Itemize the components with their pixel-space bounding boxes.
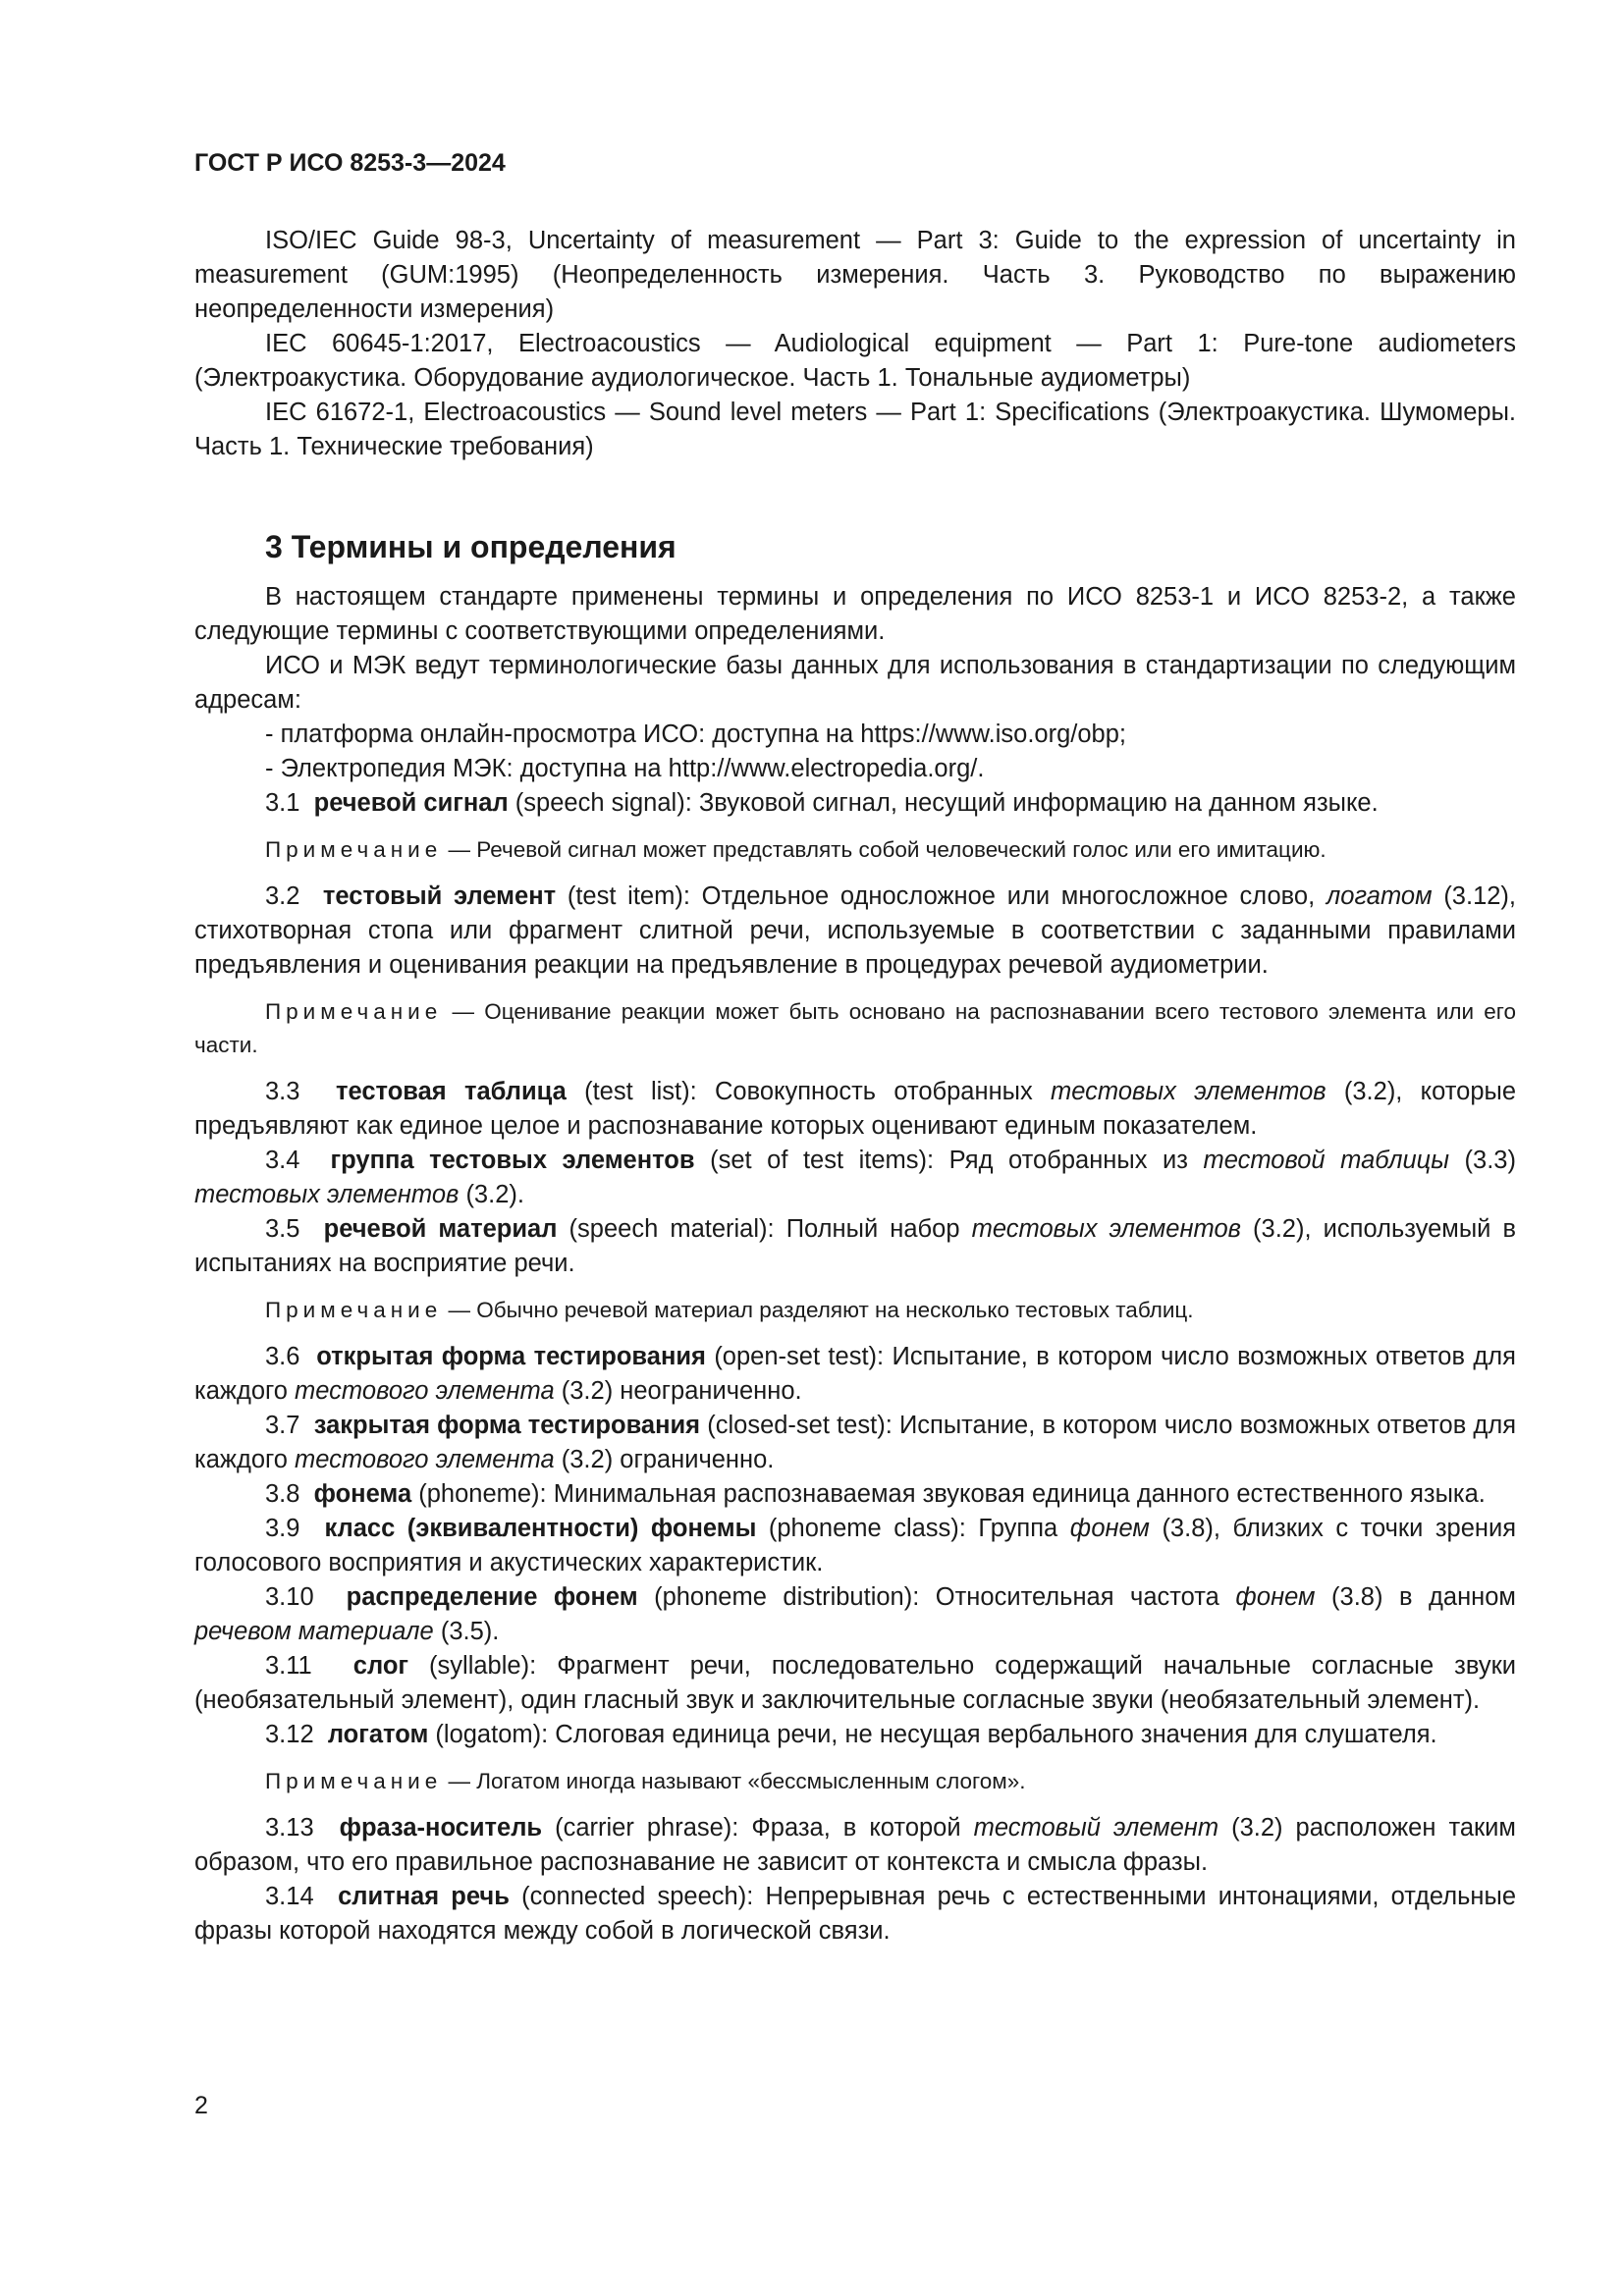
- term-note: [194, 1765, 1516, 1798]
- term-definition: Отдельное односложное или многосложное слово,: [701, 882, 1316, 910]
- term-entry: [194, 1075, 1516, 1144]
- term-definition: Фрагмент речи, последовательно содержащий начальные согласные звуки (необязательный элемент), один гласный звук и заключительные согласные звуки (необязательный элемент).: [194, 1652, 1516, 1714]
- term-cross-reference: тестовый элемент: [973, 1814, 1219, 1842]
- term-name: речевой материал: [323, 1215, 558, 1243]
- term-english: (connected speech):: [521, 1883, 754, 1910]
- term-number: 3.2: [265, 882, 300, 910]
- term-number: 3.12: [265, 1721, 314, 1748]
- term-entry: [194, 1718, 1516, 1752]
- term-definition: (3.12), стихотворная стопа или фрагмент слитной речи, используемые в соответствии с заданными правилами предъявления и оценивания реакции на предъявление в процедурах речевой аудиометрии.: [194, 882, 1517, 979]
- term-english: (open-set test):: [714, 1343, 885, 1370]
- page-content: [194, 224, 1516, 1949]
- normative-references: [194, 224, 1516, 464]
- term-name: распределение фонем: [346, 1583, 638, 1611]
- note-label: Примечание: [265, 999, 443, 1024]
- term-cross-reference: речевом материале: [194, 1618, 434, 1645]
- term-entry: [194, 1811, 1516, 1880]
- term-english: (set of test items):: [710, 1147, 935, 1174]
- term-name: логатом: [327, 1721, 429, 1748]
- term-definition: (3.2) расположен таким образом, что его правильное распознавание не зависит от контекста и смысла фразы.: [194, 1814, 1516, 1876]
- term-cross-reference: тестовой таблицы: [1203, 1147, 1449, 1174]
- document-header: ГОСТ Р ИСО 8253-3—2024: [194, 149, 506, 177]
- term-number: 3.3: [265, 1078, 300, 1105]
- term-entry: [194, 1477, 1516, 1512]
- term-note: [194, 995, 1516, 1062]
- term-definition: (3.2), используемый в испытаниях на восприятие речи.: [194, 1215, 1517, 1277]
- term-entry: [194, 880, 1516, 983]
- term-entry: [194, 1409, 1516, 1477]
- term-definition: Ряд отобранных из: [948, 1147, 1188, 1174]
- note-text: — Речевой сигнал может представлять собой человеческий голос или его имитацию.: [448, 837, 1326, 862]
- term-definition: Полный набор: [785, 1215, 960, 1243]
- term-english: (speech material):: [568, 1215, 775, 1243]
- database-intro: ИСО и МЭК ведут терминологические базы данных для использования в стандартизации по следующим адресам:: [194, 652, 1516, 714]
- term-definition: Звуковой сигнал, несущий информацию на данном языке.: [698, 789, 1379, 817]
- term-cross-reference: фонем: [1069, 1515, 1150, 1542]
- term-definition: Слоговая единица речи, не несущая вербального значения для слушателя.: [555, 1721, 1437, 1748]
- term-number: 3.5: [265, 1215, 300, 1243]
- term-number: 3.6: [265, 1343, 300, 1370]
- term-number: 3.8: [265, 1480, 300, 1508]
- term-cross-reference: тестовых элементов: [194, 1181, 460, 1208]
- term-entry: [194, 1212, 1516, 1281]
- note-text: — Логатом иногда называют «бессмысленным слогом».: [448, 1769, 1026, 1793]
- term-entry: [194, 1580, 1516, 1649]
- term-definition: Совокупность отобранных: [715, 1078, 1033, 1105]
- term-name: фраза-носитель: [339, 1814, 543, 1842]
- term-number: 3.14: [265, 1883, 314, 1910]
- term-definition: Группа: [978, 1515, 1058, 1542]
- term-definition: (3.3): [1464, 1147, 1516, 1174]
- term-english: (test list):: [584, 1078, 697, 1105]
- term-name: закрытая форма тестирования: [313, 1412, 701, 1439]
- term-name: тестовая таблица: [336, 1078, 567, 1105]
- term-cross-reference: логатом: [1326, 882, 1433, 910]
- term-number: 3.10: [265, 1583, 314, 1611]
- reference-item: IEC 60645-1:2017, Electroacoustics — Audiological equipment — Part 1: Pure-tone audiometers (Электроакустика. Оборудование аудиологическое. Часть 1. Тональные аудиометры): [194, 330, 1516, 392]
- note-label: Примечание: [265, 1769, 443, 1793]
- section-intro: В настоящем стандарте применены термины и определения по ИСО 8253-1 и ИСО 8253-2, а также следующие термины с соответствующими определениями.: [194, 583, 1516, 645]
- database-item: - Электропедия МЭК: доступна на http://www.electropedia.org/.: [265, 755, 985, 782]
- note-label: Примечание: [265, 1298, 443, 1322]
- term-definition: (3.8), близких с точки зрения голосового восприятия и акустических характеристик.: [194, 1515, 1517, 1576]
- term-number: 3.7: [265, 1412, 300, 1439]
- term-name: фонема: [313, 1480, 412, 1508]
- reference-item: IEC 61672-1, Electroacoustics — Sound level meters — Part 1: Specifications (Электроакустика. Шумомеры. Часть 1. Технические требования): [194, 399, 1516, 460]
- term-number: 3.13: [265, 1814, 314, 1842]
- term-cross-reference: фонем: [1235, 1583, 1316, 1611]
- term-name: слог: [352, 1652, 409, 1680]
- term-english: (syllable):: [429, 1652, 537, 1680]
- term-cross-reference: тестового элемента: [295, 1377, 555, 1405]
- term-definition: Испытание, в котором число возможных ответов для каждого: [194, 1343, 1516, 1405]
- term-entry: [194, 1340, 1516, 1409]
- term-number: 3.4: [265, 1147, 300, 1174]
- term-definition: Минимальная распознаваемая звуковая единица данного естественного языка.: [553, 1480, 1486, 1508]
- term-definition: (3.2).: [465, 1181, 524, 1208]
- term-cross-reference: тестовых элементов: [971, 1215, 1241, 1243]
- term-english: (carrier phrase):: [555, 1814, 739, 1842]
- note-label: Примечание: [265, 837, 443, 862]
- term-entry: [194, 1880, 1516, 1949]
- term-definition: Относительная частота: [935, 1583, 1219, 1611]
- term-name: речевой сигнал: [313, 789, 509, 817]
- term-entry: [194, 1144, 1516, 1212]
- term-cross-reference: тестового элемента: [295, 1446, 555, 1473]
- term-name: слитная речь: [338, 1883, 510, 1910]
- term-definition: (3.2), которые предъявляют как единое целое и распознавание которых оценивают единым показателем.: [194, 1078, 1517, 1140]
- term-number: 3.1: [265, 789, 300, 817]
- term-english: (speech signal):: [514, 789, 692, 817]
- term-english: (test item):: [567, 882, 690, 910]
- term-definition: Фраза, в которой: [751, 1814, 961, 1842]
- term-english: (closed-set test):: [707, 1412, 893, 1439]
- term-definition: (3.8) в данном: [1331, 1583, 1516, 1611]
- term-english: (logatom):: [435, 1721, 549, 1748]
- term-entry: [194, 786, 1516, 821]
- term-name: класс (эквивалентности) фонемы: [324, 1515, 757, 1542]
- page-number: 2: [194, 2092, 208, 2119]
- term-note: [194, 1294, 1516, 1327]
- note-text: — Обычно речевой материал разделяют на несколько тестовых таблиц.: [448, 1298, 1194, 1322]
- term-name: открытая форма тестирования: [316, 1343, 706, 1370]
- term-definition: Испытание, в котором число возможных ответов для каждого: [194, 1412, 1517, 1473]
- section-title: 3 Термины и определения: [265, 529, 677, 564]
- term-number: 3.11: [265, 1652, 312, 1680]
- term-note: [194, 833, 1516, 867]
- term-name: тестовый элемент: [322, 882, 557, 910]
- database-item: - платформа онлайн-просмотра ИСО: доступна на https://www.iso.org/obp;: [265, 721, 1126, 748]
- term-english: (phoneme distribution):: [654, 1583, 920, 1611]
- term-english: (phoneme class):: [768, 1515, 966, 1542]
- term-definition: Непрерывная речь с естественными интонациями, отдельные фразы которой находятся между собой в логической связи.: [194, 1883, 1517, 1945]
- reference-item: ISO/IEC Guide 98-3, Uncertainty of measurement — Part 3: Guide to the expression of uncertainty in measurement (GUM:1995) (Неопределенность измерения. Часть 3. Руководство по выражению неопределенности измерения): [194, 227, 1516, 323]
- term-definition: (3.5).: [440, 1618, 500, 1645]
- term-definition: (3.2) неограниченно.: [561, 1377, 802, 1405]
- term-entry: [194, 1649, 1516, 1718]
- term-name: группа тестовых элементов: [330, 1147, 695, 1174]
- term-definition: (3.2) ограниченно.: [561, 1446, 775, 1473]
- term-entry: [194, 1512, 1516, 1580]
- term-number: 3.9: [265, 1515, 300, 1542]
- note-text: — Оценивание реакции может быть основано на распознавании всего тестового элемента или его части.: [194, 999, 1516, 1057]
- term-cross-reference: тестовых элементов: [1051, 1078, 1326, 1105]
- term-english: (phoneme):: [418, 1480, 547, 1508]
